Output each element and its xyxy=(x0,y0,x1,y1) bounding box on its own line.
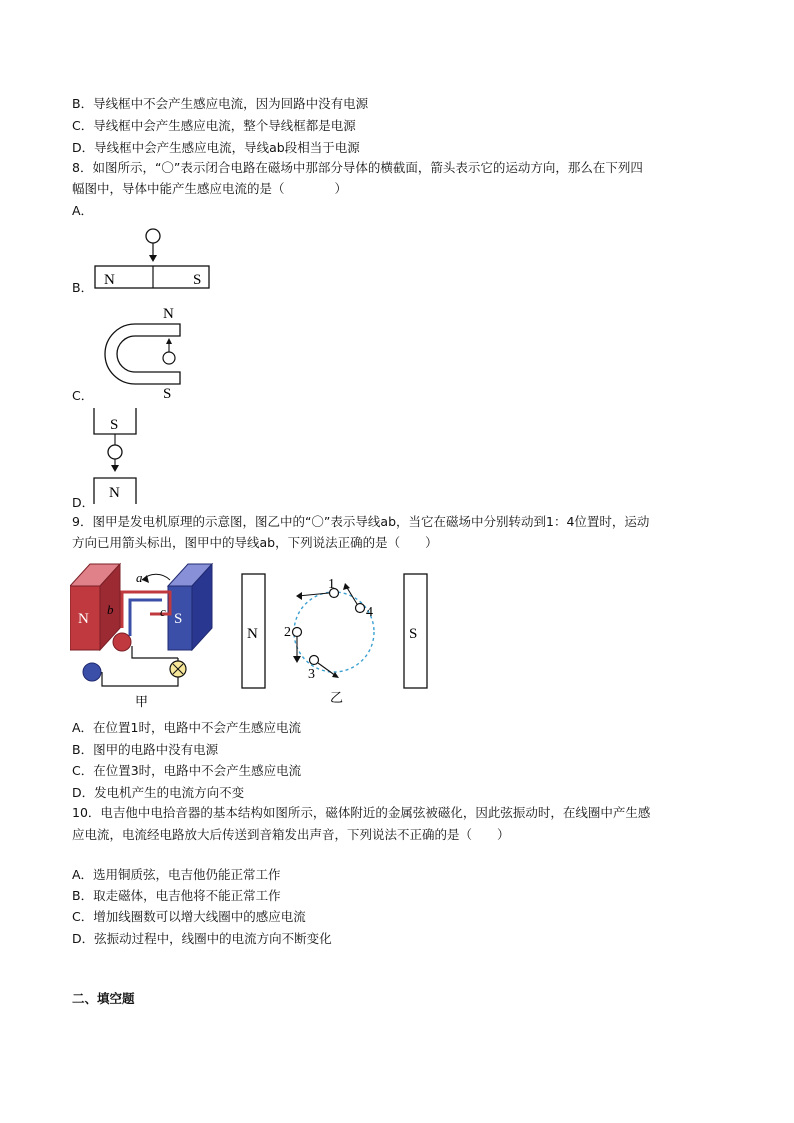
q7-option-d: D．导线框中会产生感应电流，导线ab段相当于电源 xyxy=(72,140,360,155)
svg-text:N: N xyxy=(78,611,89,627)
caption-jia: 甲 xyxy=(135,695,149,708)
conductor-circle xyxy=(146,229,160,243)
q9-option-b: B．图甲的电路中没有电源 xyxy=(72,742,219,757)
svg-text:2: 2 xyxy=(284,625,291,640)
conductor-circle xyxy=(163,352,175,364)
svg-text:b: b xyxy=(107,602,114,617)
q8-label-d: D． xyxy=(72,495,95,510)
section-heading-fill-in: 二、填空题 xyxy=(72,991,135,1006)
q9-stem-line1: 9．图甲是发电机原理的示意图，图乙中的“〇”表示导线ab，当它在磁场中分别转动到1：4位置时，运动 xyxy=(72,514,650,529)
arrow-up-icon xyxy=(166,338,172,344)
q8-stem-line1: 8．如图所示，“〇”表示闭合电路在磁场中那部分导体的横截面，箭头表示它的运动方向，那么在下列四 xyxy=(72,160,643,175)
position-2-conductor xyxy=(293,628,302,637)
position-4-conductor xyxy=(356,604,365,613)
position-3-conductor xyxy=(310,656,319,665)
q7-option-c: C．导线框中会产生感应电流，整个导线框都是电源 xyxy=(72,118,356,133)
pole-s: S xyxy=(110,417,119,433)
q8-label-a: A． xyxy=(72,203,94,218)
q9-figure-yi xyxy=(236,570,436,704)
q10-stem-line1: 10．电吉他中电拾音器的基本结构如图所示，磁体附近的金属弦被磁化，因此弦振动时，在线圈中产生感 xyxy=(72,805,651,820)
svg-text:a: a xyxy=(136,570,143,585)
q10-option-d: D．弦振动过程中，线圈中的电流方向不断变化 xyxy=(72,931,332,946)
svg-text:3: 3 xyxy=(308,667,315,682)
q9-option-a: A．在位置1时，电路中不会产生感应电流 xyxy=(72,720,302,735)
arrow-down-icon xyxy=(149,255,157,262)
q10-stem-line2: 应电流，电流经电路放大后传送到音箱发出声音，下列说法不正确的是（ ） xyxy=(72,827,510,842)
arrow-down-icon xyxy=(111,465,119,472)
pole-s: S xyxy=(163,386,172,402)
q8-figure-c xyxy=(90,404,150,508)
q8-label-b: B． xyxy=(72,280,94,295)
svg-text:1: 1 xyxy=(328,577,335,592)
pole-n: N xyxy=(163,306,174,322)
q10-option-a: A．选用铜质弦，电吉他仍能正常工作 xyxy=(72,867,281,882)
q9-option-c: C．在位置3时，电路中不会产生感应电流 xyxy=(72,763,302,778)
svg-text:c: c xyxy=(160,604,166,619)
pole-n: N xyxy=(104,272,115,288)
q8-stem-line2: 幅图中，导体中能产生感应电流的是（ ） xyxy=(72,181,348,196)
svg-text:4: 4 xyxy=(366,605,373,620)
svg-text:S: S xyxy=(409,626,418,642)
q8-label-c: C． xyxy=(72,388,94,403)
conductor-circle xyxy=(108,445,122,459)
q9-stem-line2: 方向已用箭头标出，图甲中的导线ab，下列说法正确的是（ ） xyxy=(72,535,438,550)
pole-s: S xyxy=(193,272,202,288)
caption-yi: 乙 xyxy=(330,691,344,704)
svg-text:S: S xyxy=(174,611,183,627)
pole-n: N xyxy=(109,485,120,501)
svg-text:N: N xyxy=(247,626,258,642)
q9-figure-jia xyxy=(70,556,220,708)
q7-option-b: B．导线框中不会产生感应电流，因为回路中没有电源 xyxy=(72,96,369,111)
q8-figure-b xyxy=(90,302,190,402)
q8-figure-a xyxy=(90,222,220,292)
q9-option-d: D．发电机产生的电流方向不变 xyxy=(72,785,245,800)
q10-option-c: C．增加线圈数可以增大线圈中的感应电流 xyxy=(72,909,306,924)
q10-option-b: B．取走磁体，电吉他将不能正常工作 xyxy=(72,888,281,903)
